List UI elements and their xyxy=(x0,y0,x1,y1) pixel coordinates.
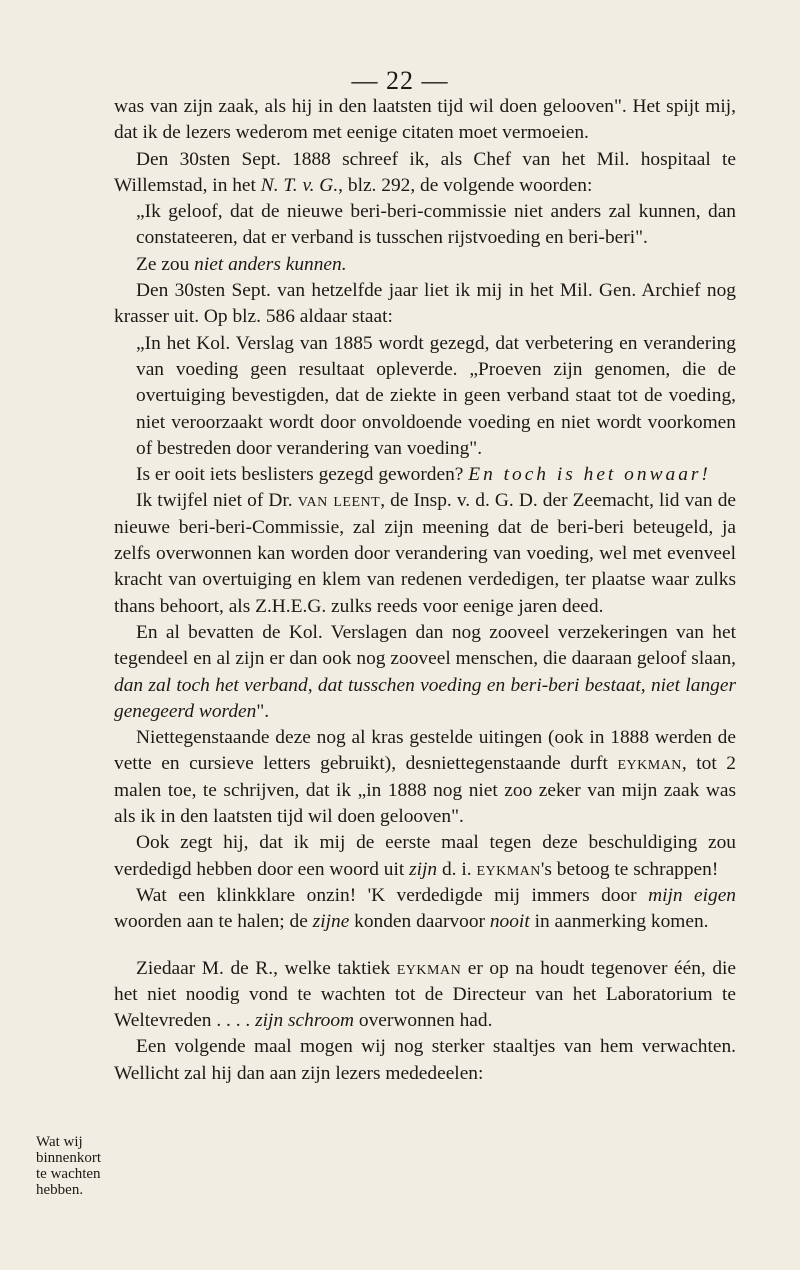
text-run: , tot 2 malen toe, te schrijven, dat ik „in 1888 nog niet zoo zeker van mijn zaak was als ik in den laatsten tijd wil doen gelooven". xyxy=(114,753,736,828)
author-name: van leent xyxy=(297,490,381,512)
margin-note xyxy=(36,1134,122,1198)
paragraph xyxy=(114,462,736,488)
emphasis: niet anders kunnen. xyxy=(194,253,347,275)
emphasis: mijn eigen xyxy=(648,884,736,906)
body-text xyxy=(114,94,736,1087)
text-run: in aanmerking komen. xyxy=(529,911,709,933)
text-run: woorden aan te halen; de xyxy=(114,911,313,933)
quotation: „Ik geloof, dat de nieuwe beri-beri-commissie niet anders zal kunnen, dan constateeren, dat er verband is tusschen rijstvoeding en beri-beri". xyxy=(136,201,736,249)
text-run: Ze zou xyxy=(136,253,195,275)
text-run: Ziedaar M. de R., welke taktiek xyxy=(136,957,397,979)
emphasis: zijne xyxy=(312,911,350,933)
text-run: , blz. 292, de volgende woorden: xyxy=(338,174,593,196)
text-run: Ik twijfel niet of Dr. xyxy=(136,490,298,512)
paragraph: Den 30sten Sept. van hetzelfde jaar liet ik mij in het Mil. Gen. Archief nog krasser uit. Op blz. 586 aldaar staat: xyxy=(114,280,736,328)
quotation: „In het Kol. Verslag van 1885 wordt gezegd, dat verbetering en verandering van voeding geen resultaat opleverde. „Proeven zijn genomen, die de overtuiging bevestigden, dat de ziekte in geen verband staat tot de voeding, niet veroorzaakt wordt door onvoldoende voeding en niet wordt voorkomen of bestreden door verandering van voeding". xyxy=(136,332,736,459)
text-run: En al bevatten de Kol. Verslagen dan nog zooveel verzekeringen van het tegendeel en al zijn er dan ook nog zooveel menschen, die daaraan geloof slaan, xyxy=(114,621,736,670)
emphasis: dan zal toch het verband, dat tusschen voeding en beri-beri bestaat, niet langer genegeerd worden xyxy=(114,674,736,722)
text-run: Wat een klinkklare onzin! 'K verdedigde mij immers door xyxy=(136,884,649,906)
paragraph xyxy=(114,488,736,619)
text-run: d. i. xyxy=(437,858,477,880)
text-run: ". xyxy=(256,700,270,722)
margin-note-line: Wat wij xyxy=(36,1134,83,1150)
author-name: eykman xyxy=(617,753,682,775)
margin-note-line: te wachten xyxy=(36,1166,101,1182)
paragraph: was van zijn zaak, als hij in den laatsten tijd wil doen gelooven". Het spijt mij, dat ik de lezers wederom met eenige citaten moet vermoeien. xyxy=(114,96,736,144)
margin-note-line: hebben. xyxy=(36,1182,84,1198)
margin-note-line: binnenkort xyxy=(36,1150,101,1166)
text-run: Den 30sten Sept. 1888 schreef ik, als Chef van het Mil. hospitaal te Willemstad, in het xyxy=(114,148,736,196)
author-name: eykman xyxy=(396,957,462,979)
text-run: Ook zegt hij, dat ik mij de eerste maal tegen deze beschuldiging zou verdedigd hebben door een woord uit xyxy=(114,832,736,880)
paragraph xyxy=(114,725,736,830)
text-run: Niettegenstaande deze nog al kras gestelde uitingen (ook in 1888 werden de vette en cursieve letters gebruikt), desniettegenstaande durft xyxy=(114,727,736,775)
page-number: — 22 — xyxy=(351,66,449,95)
spaced-emphasis: En toch is het onwaar! xyxy=(468,464,711,486)
paragraph xyxy=(114,620,736,725)
text-run: overwonnen had. xyxy=(354,1010,493,1032)
text-run: 's betoog te schrappen! xyxy=(540,858,719,880)
text-run: konden daarvoor xyxy=(349,911,490,933)
emphasis: zijn xyxy=(409,858,438,880)
text-run: , de Insp. v. d. G. D. der Zeemacht, lid van de nieuwe beri-beri-Commissie, zal zijn meening dat de beri-beri beteugeld, ja zelfs overwonnen kan worden door verandering van voeding, wel met evenveel kracht van overtuiging en klem van redenen verdedigen, ter plaatse waar zulks thans behoort, als Z.H.E.G. zulks reeds voor eenige jaren deed. xyxy=(114,490,736,617)
paragraph xyxy=(114,252,736,278)
author-name: eykman xyxy=(476,858,541,880)
paragraph xyxy=(114,956,736,1035)
emphasis: nooit xyxy=(489,911,530,933)
paragraph xyxy=(114,147,736,200)
journal-abbreviation: N. T. v. G. xyxy=(260,174,339,196)
paragraph xyxy=(114,830,736,883)
emphasis: zijn schroom xyxy=(255,1010,355,1032)
text-run: Is er ooit iets beslisters gezegd geworden? xyxy=(136,464,469,486)
text-run: er op na houdt tegenover één, die het niet noodig vond te wachten tot de Directeur van het Laboratorium te Weltevreden . . . . xyxy=(114,957,737,1032)
paragraph: Een volgende maal mogen wij nog sterker staaltjes van hem verwachten. Wellicht zal hij dan aan zijn lezers mededeelen: xyxy=(114,1036,736,1084)
paragraph xyxy=(114,883,736,936)
